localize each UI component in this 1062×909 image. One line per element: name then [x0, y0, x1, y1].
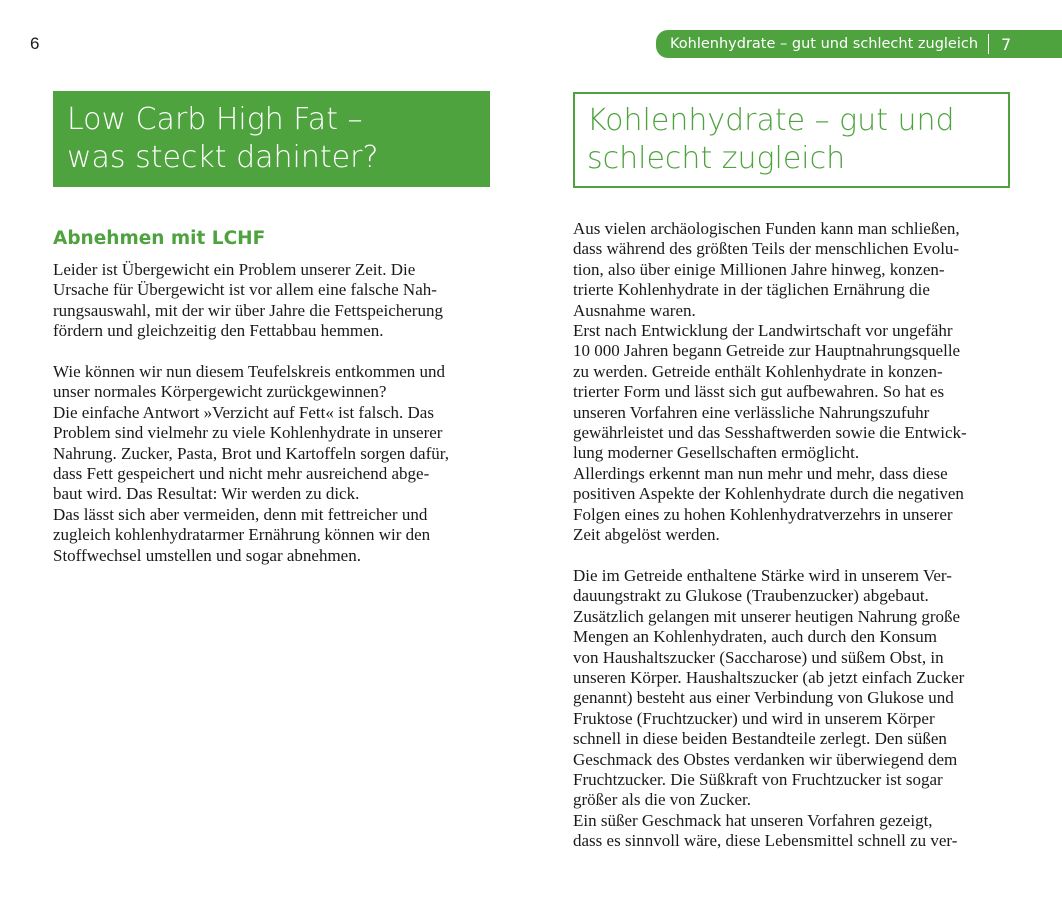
- right-page-number: 7: [1001, 34, 1012, 54]
- text-line: dass es sinnvoll wäre, diese Lebensmittel schnell zu ver-: [573, 831, 958, 851]
- text-line: dauungstrakt zu Glukose (Traubenzucker) abgebaut.: [573, 586, 929, 606]
- text-line: tion, also über einige Millionen Jahre hinweg, konzen-: [573, 259, 945, 279]
- text-line: dass Fett gespeichert und nicht mehr ausreichend abge-: [53, 464, 430, 484]
- text-line: Wie können wir nun diesem Teufelskreis entkommen und: [53, 362, 446, 382]
- left-chapter-title: [53, 91, 490, 187]
- text-line: Aus vielen archäologischen Funden kann man schließen,: [573, 219, 960, 238]
- text-line: genannt) besteht aus einer Verbindung von Glukose und: [573, 688, 954, 708]
- text-line: baut wird. Das Resultat: Wir werden zu dick.: [53, 484, 360, 504]
- text-line: Ursache für Übergewicht ist vor allem eine falsche Nah-: [53, 280, 437, 300]
- text-line: Geschmack des Obstes verdanken wir überwiegend dem: [573, 749, 958, 769]
- text-line: Ausnahme waren.: [573, 300, 696, 320]
- title-line: Low Carb High Fat –: [67, 102, 363, 137]
- text-line: zugleich kohlenhydratarmer Ernährung können wir den: [53, 525, 431, 545]
- text-line: dass während des größten Teils der menschlichen Evolu-: [573, 239, 960, 259]
- text-line: Erst nach Entwicklung der Landwirtschaft vor ungefähr: [573, 321, 953, 341]
- text-line: Problem sind vielmehr zu viele Kohlenhydrate in unserer: [53, 423, 443, 443]
- text-line: Allerdings erkennt man nun mehr und mehr, dass diese: [573, 463, 948, 483]
- text-line: trierter Form und lässt sich gut aufbewahren. So hat es: [573, 382, 945, 402]
- text-line: unseren Körper. Haushaltszucker (ab jetzt einfach Zucker: [573, 667, 965, 687]
- text-line: größer als die von Zucker.: [573, 790, 751, 810]
- section-heading: Abnehmen mit LCHF: [53, 228, 266, 249]
- text-line: Nahrung. Zucker, Pasta, Brot und Kartoffeln sorgen dafür,: [53, 443, 449, 463]
- text-line: gewährleistet und das Sesshaftwerden sowie die Entwick-: [573, 423, 967, 443]
- text-line: positiven Aspekte der Kohlenhydrate durch die negativen: [573, 484, 964, 504]
- text-line: unser normales Körpergewicht zurückgewinnen?: [53, 382, 387, 402]
- right-chapter-title: [573, 92, 1010, 188]
- text-line: Leider ist Übergewicht ein Problem unserer Zeit. Die: [53, 260, 416, 279]
- left-page-number: 6: [30, 34, 40, 53]
- paragraph-gap: [573, 546, 1013, 566]
- text-line: Die im Getreide enthaltene Stärke wird in unserem Ver-: [573, 565, 952, 585]
- text-line: von Haushaltszucker (Saccharose) und süßem Obst, in: [573, 647, 944, 667]
- text-line: lung moderner Gesellschaften ermöglicht.: [573, 443, 860, 463]
- text-line: Folgen eines zu hohen Kohlenhydratverzehrs in unserer: [573, 504, 953, 524]
- text-line: Ein süßer Geschmack hat unseren Vorfahren gezeigt,: [573, 810, 933, 830]
- text-line: Fruchtzucker. Die Süßkraft von Fruchtzucker ist sogar: [573, 769, 943, 789]
- left-body-text: [53, 260, 493, 566]
- title-line: Kohlenhydrate – gut und: [587, 103, 955, 138]
- running-header-title: Kohlenhydrate – gut und schlecht zugleich: [670, 36, 979, 52]
- text-line: schnell in diese beiden Bestandteile zerlegt. Den süßen: [573, 729, 947, 749]
- text-line: unseren Vorfahren eine verlässliche Nahrungszufuhr: [573, 402, 930, 422]
- title-line: was steckt dahinter?: [67, 140, 379, 175]
- text-line: 10 000 Jahren begann Getreide zur Hauptnahrungsquelle: [573, 341, 961, 361]
- text-line: rungsauswahl, mit der wir über Jahre die Fettspeicherung: [53, 300, 443, 320]
- text-line: zu werden. Getreide enthält Kohlenhydrate in konzen-: [573, 361, 943, 381]
- text-line: Zusätzlich gelangen mit unserer heutigen Nahrung große: [573, 606, 961, 626]
- text-line: Die einfache Antwort »Verzicht auf Fett« ist falsch. Das: [53, 402, 434, 422]
- text-line: fördern und gleichzeitig den Fettabbau hemmen.: [53, 321, 384, 341]
- text-line: Das lässt sich aber vermeiden, denn mit fettreicher und: [53, 504, 428, 524]
- right-body-text: [573, 219, 1013, 852]
- paragraph-gap: [53, 342, 493, 362]
- text-line: trierte Kohlenhydrate in der täglichen Ernährung die: [573, 280, 930, 300]
- text-line: Stoffwechsel umstellen und sogar abnehmen.: [53, 545, 361, 565]
- text-line: Fruktose (Fruchtzucker) und wird in unserem Körper: [573, 708, 935, 728]
- text-line: Zeit abgelöst werden.: [573, 525, 720, 545]
- title-line: schlecht zugleich: [587, 141, 846, 176]
- text-line: Mengen an Kohlenhydraten, auch durch den Konsum: [573, 627, 937, 647]
- running-header: [656, 30, 1062, 58]
